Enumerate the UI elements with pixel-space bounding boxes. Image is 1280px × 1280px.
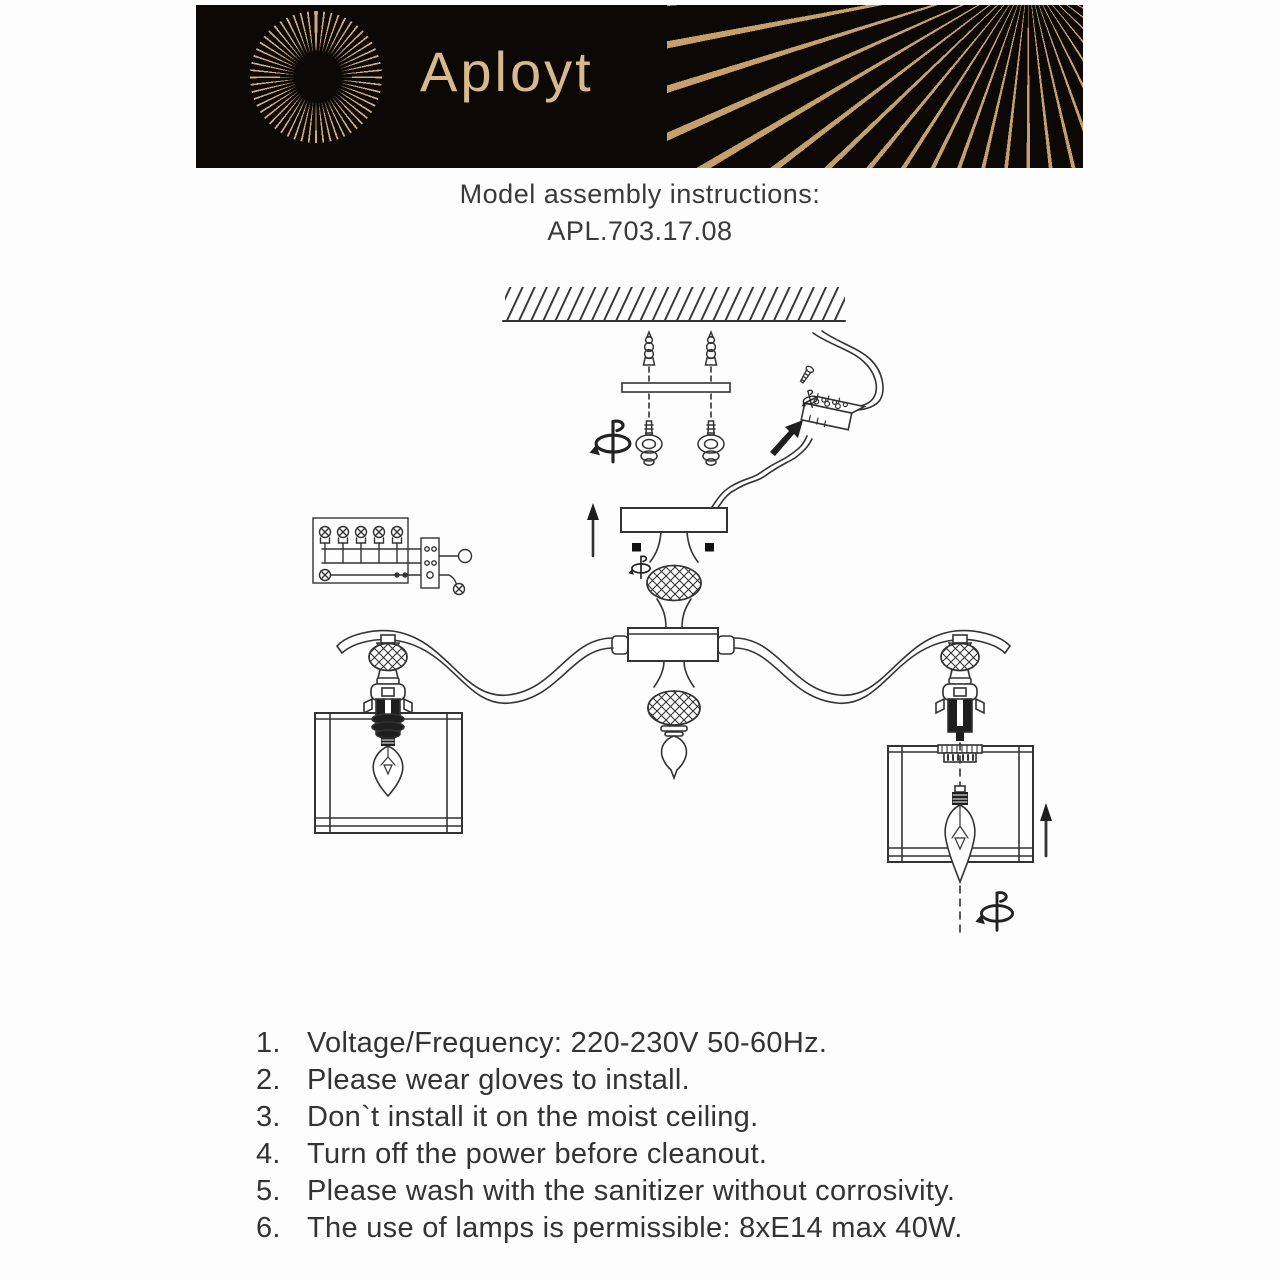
center-hub (612, 628, 734, 661)
mounting-screw (636, 421, 724, 465)
lamp-symbol (320, 570, 331, 581)
lamp-symbol (320, 527, 403, 544)
item-number: 2. (256, 1064, 281, 1096)
up-arrow-icon (1040, 803, 1052, 856)
ceiling-hatch (503, 287, 845, 321)
rotate-direction-icon (975, 893, 1012, 931)
item-text: Please wear gloves to install. (307, 1064, 690, 1096)
list-item (256, 1176, 963, 1206)
item-number: 1. (256, 1027, 281, 1059)
instruction-list (256, 1028, 963, 1250)
mains-wire (712, 331, 883, 509)
right-candle-bulb (945, 786, 975, 882)
list-item (256, 1102, 963, 1132)
item-text: Turn off the power before cleanout. (307, 1138, 768, 1170)
wiring-schematic (313, 518, 472, 595)
crystal-ball (647, 566, 701, 601)
lower-finial (648, 661, 700, 778)
item-text: Don`t install it on the moist ceiling. (307, 1101, 759, 1133)
insert-arrow-icon (770, 420, 803, 456)
page-title: Model assembly instructions: (459, 179, 821, 209)
item-number: 5. (256, 1175, 281, 1207)
item-text: Voltage/Frequency: 220-230V 50-60Hz. (307, 1027, 828, 1059)
rotate-direction-icon (590, 421, 630, 462)
wall-anchor (644, 332, 717, 365)
item-text: Please wash with the sanitizer without corrosivity. (307, 1175, 956, 1207)
list-item (256, 1213, 963, 1243)
mounting-bar (622, 383, 730, 392)
list-item (256, 1065, 963, 1095)
center-column (647, 532, 701, 628)
lamp-symbol (454, 584, 465, 595)
item-text: The use of lamps is permissible: 8xE14 max 40W. (307, 1212, 963, 1244)
list-item (256, 1028, 963, 1058)
up-arrow-icon (587, 503, 599, 556)
brand-name: Aployt (420, 40, 594, 103)
item-number: 4. (256, 1138, 281, 1170)
item-number: 3. (256, 1101, 281, 1133)
crystal-ball (648, 691, 700, 725)
list-item (256, 1139, 963, 1169)
set-screw (798, 365, 814, 384)
left-candle-bulb (373, 738, 403, 796)
left-socket-rings (372, 714, 404, 738)
canopy (621, 508, 727, 532)
ceiling-rose-symbol (459, 550, 472, 563)
model-number: APL.703.17.08 (547, 216, 733, 246)
canopy-set-screws (632, 543, 714, 552)
right-lamp-socket (936, 635, 984, 732)
socket-nipple (956, 732, 964, 741)
item-number: 6. (256, 1212, 281, 1244)
rotate-direction-icon (628, 556, 650, 578)
terminal-block (801, 391, 865, 434)
